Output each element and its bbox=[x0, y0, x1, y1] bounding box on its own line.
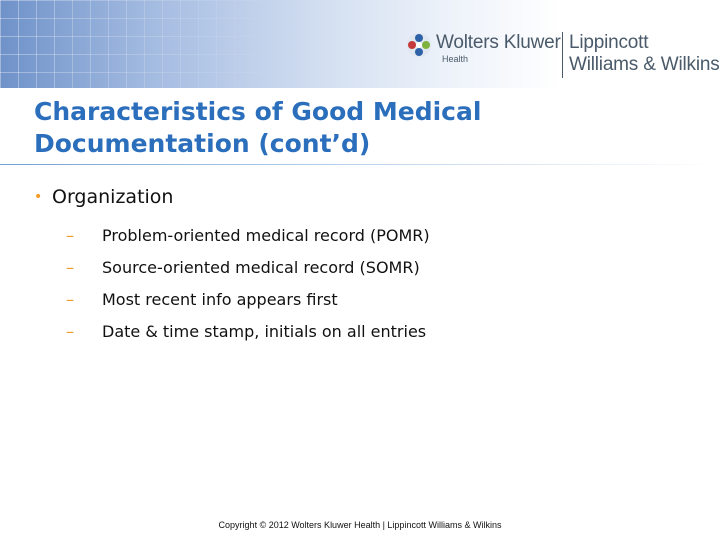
globe-icon bbox=[406, 32, 432, 58]
sub-bullet-item bbox=[66, 258, 420, 277]
sub-bullet-text: Date & time stamp, initials on all entries bbox=[102, 322, 427, 341]
title-divider bbox=[0, 164, 720, 165]
publisher-sub: Health bbox=[442, 54, 469, 64]
sub-bullet-marker: – bbox=[66, 258, 74, 277]
banner-grid-pattern bbox=[0, 0, 300, 88]
lww-logo bbox=[569, 32, 720, 76]
sub-bullet-marker: – bbox=[66, 226, 74, 245]
sub-bullet-item bbox=[66, 226, 430, 245]
publisher-name: Wolters Kluwer bbox=[436, 32, 561, 53]
bullet-organization bbox=[34, 186, 173, 208]
bullet-marker: • bbox=[34, 189, 43, 205]
copyright-footer: Copyright © 2012 Wolters Kluwer Health | Lippincott Williams & Wilkins bbox=[218, 520, 502, 530]
sub-bullet-text: Problem-oriented medical record (POMR) bbox=[102, 226, 430, 245]
bullet-text: Organization bbox=[52, 186, 174, 208]
logo-divider bbox=[562, 32, 563, 78]
sub-bullet-marker: – bbox=[66, 290, 74, 309]
sub-bullet-item bbox=[66, 322, 426, 341]
sub-bullet-marker: – bbox=[66, 322, 74, 341]
slide-title-line-2: Documentation (cont’d) bbox=[34, 129, 371, 158]
sub-bullet-text: Source-oriented medical record (SOMR) bbox=[102, 258, 420, 277]
slide-title bbox=[34, 96, 694, 160]
sub-bullet-text: Most recent info appears first bbox=[102, 290, 338, 309]
slide-title-line-1: Characteristics of Good Medical bbox=[34, 97, 482, 126]
imprint-line-2: Williams & Wilkins bbox=[569, 54, 720, 75]
header-banner bbox=[0, 0, 720, 88]
imprint-line-1: Lippincott bbox=[569, 32, 649, 53]
sub-bullet-item bbox=[66, 290, 338, 309]
